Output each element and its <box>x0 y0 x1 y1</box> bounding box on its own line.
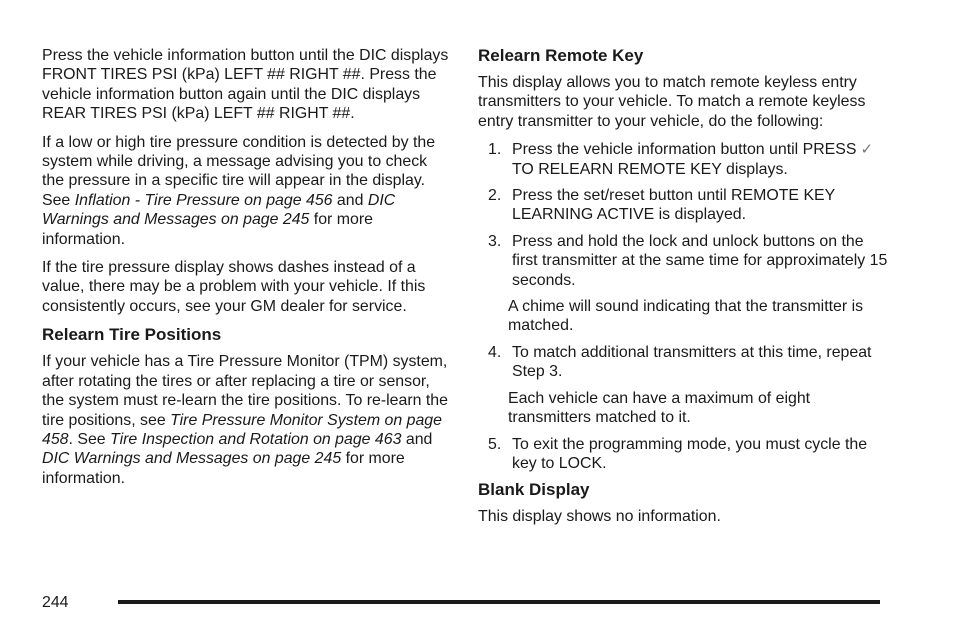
list-item-step-1: 1. Press the vehicle information button until PRESS ✓TO RELEARN REMOTE KEY displays. <box>478 140 888 179</box>
heading-relearn-tire-positions: Relearn Tire Positions <box>42 325 222 345</box>
paragraph-remote-intro: This display allows you to match remote keyless entry transmitters to your vehicle. To match a remote keyless entry transmitter to your vehicle, do the following: <box>478 74 866 130</box>
left-column <box>42 46 450 497</box>
reference-inflation: Inflation - Tire Pressure on page 456 <box>74 191 333 209</box>
reference-tire-rotation: Tire Inspection and Rotation on page 463 <box>110 430 402 448</box>
paragraph-low-pressure: If a low or high tire pressure condition is detected by the system while driving, a message advising you to check the pressure in a specific tire will appear in the display. See Inflation - Tire Pressure on page 456 and DIC Warnings and Messages on page 245 for more information. <box>42 133 436 248</box>
steps-list-end <box>478 435 888 474</box>
page-number: 244 <box>42 594 69 611</box>
footer-rule <box>118 600 880 604</box>
note-max-transmitters: Each vehicle can have a maximum of eight transmitters matched to it. <box>508 389 811 427</box>
right-column <box>478 46 888 536</box>
steps-list <box>478 140 888 290</box>
list-item-step-3: 3. Press and hold the lock and unlock buttons on the first transmitter at the same time for approximately 15 seconds. <box>488 232 888 289</box>
heading-relearn-remote-key: Relearn Remote Key <box>478 46 644 65</box>
list-item-step-5: 5. To exit the programming mode, you must cycle the key to LOCK. <box>488 435 868 472</box>
heading-blank-display: Blank Display <box>478 480 590 500</box>
note-chime: A chime will sound indicating that the transmitter is matched. <box>508 298 864 335</box>
reference-tpm: Tire Pressure Monitor System on page 458 <box>42 411 442 448</box>
paragraph-tpm: If your vehicle has a Tire Pressure Monitor (TPM) system, after rotating the tires or after replacing a tire or sensor, the system must re-learn the tire positions. To re-learn the tire positions, see Tire Pressure Monitor System on page 458. See Tire Inspection and Rotation on page 463 and DIC Warnings and Messages on page 245 for more information. <box>42 353 448 487</box>
paragraph-dashes: If the tire pressure display shows dashes instead of a value, there may be a problem with your vehicle. If this consistently occurs, see your GM dealer for service. <box>42 259 426 315</box>
paragraph-blank-display: This display shows no information. <box>478 508 721 526</box>
steps-list-cont <box>478 343 888 382</box>
reference-dic-warnings: DIC Warnings and Messages on page 245 <box>42 191 396 229</box>
list-item-step-4: 4. To match additional transmitters at this time, repeat Step 3. <box>488 343 872 381</box>
checkmark-icon: ✓ <box>860 141 874 159</box>
reference-dic-warnings-2: DIC Warnings and Messages on page 245 <box>42 450 342 468</box>
list-item-step-2: 2. Press the set/reset button until REMOTE KEY LEARNING ACTIVE is displayed. <box>488 187 835 224</box>
paragraph-tire-psi: Press the vehicle information button until the DIC displays FRONT TIRES PSI (kPa) LEFT ## RIGHT ##. Press the vehicle information button again until the DIC displays REAR TIRES PSI (kPa) LEFT ## RIGHT ##. <box>42 47 449 123</box>
